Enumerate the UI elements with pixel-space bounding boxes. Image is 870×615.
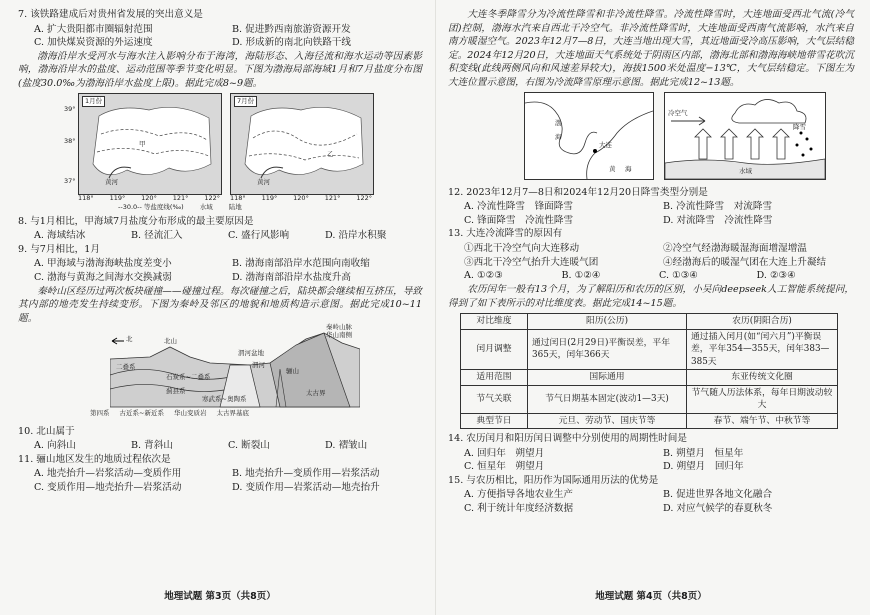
geology-section-figure <box>90 322 360 419</box>
q8-option-d: D. 沿岸水积聚 <box>325 230 387 242</box>
table-cell: 节气随人历法体系，每年日期波动较大 <box>687 385 838 413</box>
q11-option-b: B. 地壳抬升—变质作用—岩浆活动 <box>232 468 380 480</box>
q13-items <box>448 242 854 269</box>
q15-option-b: B. 促进世界各地文化融合 <box>663 489 773 501</box>
q9-option-c: C. 渤海与黄海之间海水交换减弱 <box>34 272 172 284</box>
geo-cambrian: 寒武系~奥陶系 <box>202 394 247 403</box>
geo-legend-huashan: 华山变质岩 <box>173 408 207 417</box>
lon-axis-july <box>230 194 372 203</box>
table-cell: 节气日期基本固定(波动1—3天) <box>528 385 687 413</box>
lon-b-118: 118° <box>230 193 246 202</box>
q10-options <box>18 439 422 453</box>
q7-option-c: C. 加快煤炭资源的外运速度 <box>34 37 153 49</box>
table-row <box>461 329 838 369</box>
q14-option-c: C. 恒星年 朔望月 <box>464 461 545 473</box>
q14-option-b: B. 朔望月 恒星年 <box>663 447 744 459</box>
q14-option-d: D. 朔望月 回归年 <box>663 461 744 473</box>
lon-b-122: 122° <box>356 193 372 202</box>
lat-39: 39° <box>64 104 76 113</box>
q12-options <box>448 200 854 227</box>
map-january-jia: 甲 <box>139 139 146 148</box>
q8-option-b: B. 径流汇入 <box>131 230 183 242</box>
q9-option-b: B. 渤海南部沿岸水范围向南收缩 <box>232 258 370 270</box>
label-cold-air: 冷空气 <box>668 108 688 117</box>
lon-b-120: 120° <box>293 193 309 202</box>
map-july <box>230 93 374 195</box>
table-cell: 适用范围 <box>461 370 528 385</box>
q13-item-2: ②冷空气经渤海暖湿海面增湿增温 <box>663 243 807 255</box>
table-cell: 典型节日 <box>461 413 528 428</box>
table-cell: 国际通用 <box>528 370 687 385</box>
salinity-map-figure <box>64 93 378 211</box>
table-cell: 东亚传统文化圈 <box>687 370 838 385</box>
q8-options <box>18 229 422 243</box>
q15-option-c: C. 利于统计年度经济数据 <box>464 503 574 515</box>
q12-stem: 12. 2023年12月7—8日和2024年12月20日降雪类型分别是 <box>448 186 708 198</box>
label-snowfall: 降雪 <box>793 122 806 131</box>
geo-beishan: 北山 <box>164 336 177 345</box>
map-july-label: 7月份 <box>234 96 257 107</box>
lat-38: 38° <box>64 136 76 145</box>
q7-option-a: A. 扩大贵阳都市圈辐射范围 <box>34 23 153 35</box>
q11-options <box>18 467 422 494</box>
geo-lishan: 骊山 <box>286 366 299 375</box>
exam-page-3 <box>18 8 422 603</box>
q13-options <box>448 269 854 283</box>
lon-b-121: 121° <box>324 193 341 202</box>
map-july-river: 黄河 <box>257 177 270 186</box>
intro-14-15: 农历闰年一般有13个月，为了解阳历和农历的区别，小吴向deepseek人工智能系统提问，得到了如下表所示的对比维度表。据此完成14~15题。 <box>448 283 854 309</box>
table-cell: 通过闰日(2月29日)平衡误差，平年365天，闰年366天 <box>528 329 687 369</box>
dalian-location-drawing <box>525 93 653 179</box>
dalian-location-map <box>524 92 654 180</box>
q10-stem: 10. 北山属于 <box>18 425 75 437</box>
map-legend <box>118 203 378 212</box>
q13-item-4: ④经渤海后的暖湿气团在大连上升凝结 <box>663 256 827 268</box>
map-july-drawing <box>231 94 373 194</box>
table-header-lunar: 农历(阴阳合历) <box>687 314 838 329</box>
table-cell: 春节、端午节、中秋节等 <box>687 413 838 428</box>
table-row <box>461 385 838 413</box>
q12-option-d: D. 对流降雪 冷流性降雪 <box>663 214 773 226</box>
q15-option-d: D. 对应气候学的春夏秋冬 <box>663 503 773 515</box>
q8-option-c: C. 盛行风影响 <box>228 230 290 242</box>
lon-a-121: 121° <box>172 193 189 202</box>
geo-qinling: 秦岭山脉 <box>326 322 352 331</box>
label-water-body: 水域 <box>739 166 752 175</box>
q15-options <box>448 488 854 515</box>
q9-option-d: D. 渤海南部沿岸水盐度升高 <box>232 272 351 284</box>
page-3-footer: 地理试题 第3页（共8页） <box>164 590 276 602</box>
q12-option-b: B. 冷流性降雪 对流降雪 <box>663 201 773 213</box>
q7-option-b: B. 促进黔西南旅游资源开发 <box>232 23 351 35</box>
q9-options <box>18 257 422 284</box>
q14-stem: 14. 农历闰月和阳历闰日调整中分别使用的周期性时间是 <box>448 433 687 445</box>
q13-item-1: ①西北干冷空气向大连移动 <box>464 243 580 255</box>
q13-item-3: ③西北干冷空气抬升大连暖气团 <box>464 256 599 268</box>
q12-option-c: C. 锋面降雪 冷流性降雪 <box>464 214 574 226</box>
table-cell: 闰月调整 <box>461 329 528 369</box>
sea-hai-1: 海 <box>555 132 562 141</box>
geo-carboniferous: 石炭系~二叠系 <box>166 372 211 381</box>
lon-axis-january <box>78 194 220 203</box>
legend-land: 陆地 <box>228 202 242 211</box>
q13-option-b: B. ①②④ <box>561 270 601 282</box>
geo-archean: 太古界 <box>306 388 326 397</box>
geo-legend-quaternary: 第四系 <box>90 408 110 417</box>
intro-12-13: 大连冬季降雪分为冷流性降雪和非冷流性降雪。冷流性降雪时，大连地面受西北气流(冷气团)控制，渤海水汽来自西北干冷空气。非冷流性降雪时，大连地面受西南气流影响，水汽来自南方暖湿空气。2023年12月7—8日，大连当地出现大雪，其近地面受冷高压影响，大气层结稳定。2024年12月20日，大连地面天气系统处于阴雨区内部，渤海北部和渤海海峡地带雪花吹沉积变线(此线两侧风向和风速差异较大)，海拔1500米处温度−13℃，大气层结稳定。下图左为大连位置示意图，右图为冷流降雪原理示意图。据此完成12~13题。 <box>448 9 854 89</box>
q8-stem: 8. 与1月相比，甲海域7月盐度分布形成的最主要原因是 <box>18 215 254 227</box>
lon-b-119: 119° <box>261 193 278 202</box>
lon-a-118: 118° <box>78 193 94 202</box>
q11-option-c: C. 变质作用—地壳抬升—岩浆活动 <box>34 481 182 493</box>
q11-option-d: D. 变质作用—岩浆活动—地壳抬升 <box>232 481 380 493</box>
q13-option-a: A. ①②③ <box>464 270 503 282</box>
geo-legend <box>90 409 370 418</box>
geo-weihe-basin: 渭河盆地 <box>238 348 264 357</box>
q10-option-d: D. 褶皱山 <box>325 440 368 452</box>
q9-stem: 9. 与7月相比，1月 <box>18 243 100 255</box>
map-january <box>78 93 222 195</box>
map-january-drawing <box>79 94 221 194</box>
q15-option-a: A. 方便指导各地农业生产 <box>464 489 573 501</box>
q13-stem: 13. 大连冷流降雪的原因有 <box>448 228 563 240</box>
table-cell: 节气关联 <box>461 385 528 413</box>
q7-options <box>18 23 422 50</box>
lat-37: 37° <box>64 176 76 185</box>
table-row <box>461 413 838 428</box>
geo-legend-tertiary: 古近系~新近系 <box>119 408 164 417</box>
geo-permian: 二叠系 <box>116 362 136 371</box>
exam-page-4 <box>448 8 854 603</box>
geo-north: 北 <box>126 334 133 343</box>
table-header-solar: 阳历(公历) <box>528 314 687 329</box>
q13-option-c: C. ①③④ <box>659 270 698 282</box>
geo-huashan: 华山南侧 <box>326 330 352 339</box>
q7-option-d: D. 形成新的南北向铁路干线 <box>232 37 351 49</box>
q8-option-a: A. 海域结冰 <box>34 230 86 242</box>
lon-a-122: 122° <box>204 193 220 202</box>
q15-stem: 15. 与农历相比，阳历作为国际通用历法的优势是 <box>448 474 659 486</box>
q7-stem: 7. 该铁路建成后对贵州省发展的突出意义是 <box>18 9 203 20</box>
table-row <box>461 370 838 385</box>
legend-isohaline: --30.0-- 等盐度线(‰) <box>118 202 184 211</box>
geo-weihe: 渭河 <box>252 360 265 369</box>
dalian-figure <box>460 92 840 184</box>
map-july-yi: 乙 <box>327 149 334 158</box>
q11-stem: 11. 骊山地区发生的地质过程依次是 <box>18 453 171 465</box>
q12-option-a: A. 冷流性降雪 锋面降雪 <box>464 201 573 213</box>
cold-flow-snow-diagram <box>664 92 826 180</box>
table-cell: 元旦、劳动节、国庆节等 <box>528 413 687 428</box>
q11-option-a: A. 地壳抬升—岩浆活动—变质作用 <box>34 468 182 480</box>
map-january-label: 1月份 <box>82 96 105 107</box>
intro-10-11: 秦岭山区经历过两次板块碰撞——碰撞过程。每次碰撞之后，陆块都会继续相互挤压，导致其内部的地壳发生持续变形。下图为秦岭及邻区的地貌和地质构造示意图。据此完成10~11题。 <box>18 285 422 324</box>
page-gutter <box>435 0 436 615</box>
table-cell: 通过插入闰月(如“闰六月”)平衡误差，平年354—355天，闰年383—385天 <box>687 329 838 369</box>
sea-huang: 黄 <box>609 164 616 173</box>
q13-option-d: D. ②③④ <box>756 270 796 282</box>
q14-option-a: A. 回归年 朔望月 <box>464 447 545 459</box>
q10-option-c: C. 断裂山 <box>228 440 270 452</box>
calendar-comparison-table <box>460 313 838 429</box>
q9-option-a: A. 甲海域与渤海海峡盐度差变小 <box>34 258 172 270</box>
sea-bo: 渤 <box>555 118 562 127</box>
q14-options <box>448 447 854 474</box>
table-header-row <box>461 314 838 329</box>
legend-water: 水域 <box>199 202 213 211</box>
sea-hai-2: 海 <box>625 164 632 173</box>
q10-option-a: A. 向斜山 <box>34 440 76 452</box>
q10-option-b: B. 背斜山 <box>131 440 173 452</box>
lon-a-120: 120° <box>141 193 157 202</box>
table-header-dimension: 对比维度 <box>461 314 528 329</box>
geo-jixian: 蓟县系 <box>166 386 186 395</box>
intro-8-9: 渤海沿岸水受河水与海水注入影响分布于海湾，海陆形态、入海径流和海水运动等因素影响，渤海沿岸水的盐度、运动范围等季节变化明显。下图为渤海局部海域1月和7月盐度分布图(盐度30.0‰为渤海沿岸水盐度上限)。据此完成8~9题。 <box>18 50 422 90</box>
lon-a-119: 119° <box>109 193 126 202</box>
page-4-footer: 地理试题 第4页（共8页） <box>595 590 707 602</box>
map-january-river: 黄河 <box>105 177 118 186</box>
geo-legend-basement: 太古界基底 <box>216 408 249 417</box>
city-dalian: 大连 <box>599 140 612 149</box>
